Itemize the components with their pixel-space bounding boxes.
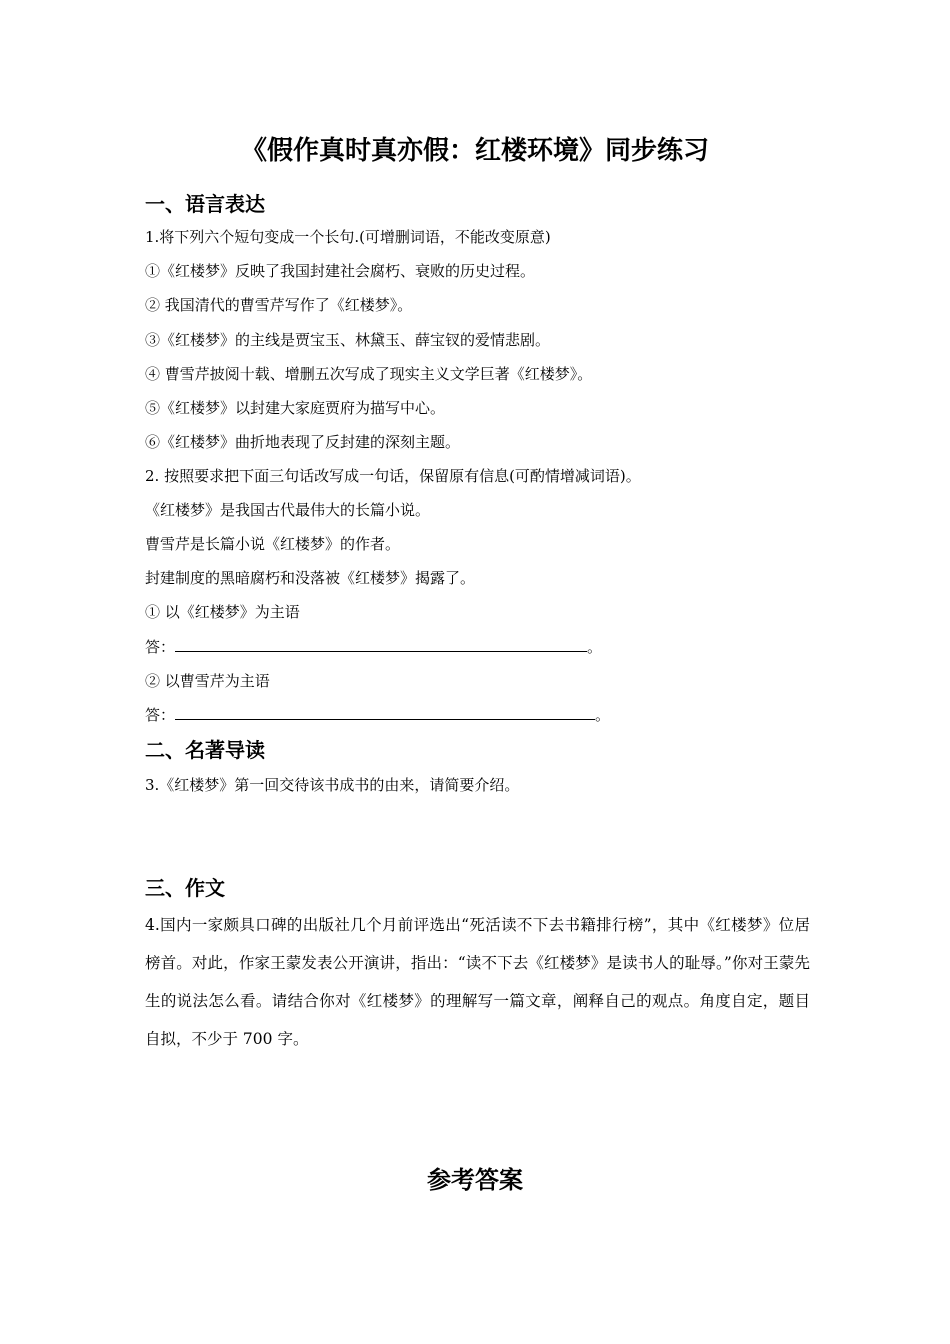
question-1-item-2: ② 我国清代的曹雪芹写作了《红楼梦》。	[145, 296, 413, 314]
answer-blank-2[interactable]	[175, 705, 595, 720]
question-1-item-1: ①《红楼梦》反映了我国封建社会腐朽、衰败的历史过程。	[145, 262, 536, 280]
question-2-sub-1: ① 以《红楼梦》为主语	[145, 603, 300, 621]
section-heading-essay: 三、作文	[145, 876, 225, 900]
answer-end: 。	[587, 638, 603, 656]
question-1-item-4: ④ 曹雪芹披阅十载、增删五次写成了现实主义文学巨著《红楼梦》。	[145, 365, 593, 383]
section-heading-reading: 二、名著导读	[145, 738, 265, 762]
page-title: 《假作真时真亦假：红楼环境》同步练习	[240, 136, 709, 166]
answer-section-title: 参考答案	[427, 1166, 523, 1194]
question-2-sentence-3: 封建制度的黑暗腐朽和没落被《红楼梦》揭露了。	[145, 569, 476, 587]
question-2-prompt: 2. 按照要求把下面三句话改写成一句话，保留原有信息(可酌情增减词语)。	[145, 467, 641, 485]
question-1-item-6: ⑥《红楼梦》曲折地表现了反封建的深刻主题。	[145, 433, 461, 451]
question-4-prompt: 4.国内一家颇具口碑的出版社几个月前评选出“死活读不下去书籍排行榜”，其中《红楼梦》位居榜首。对此，作家王蒙发表公开演讲，指出：“读不下去《红楼梦》是读书人的耻辱。”你对王蒙先生的说法怎么看。请结合你对《红楼梦》的理解写一篇文章，阐释自己的观点。角度自定，题目自拟，不少于 700 字。	[145, 916, 810, 1048]
answer-label: 答：	[145, 706, 176, 724]
question-2-sentence-2: 曹雪芹是长篇小说《红楼梦》的作者。	[145, 535, 401, 553]
question-2-sub-2: ② 以曹雪芹为主语	[145, 672, 270, 690]
answer-end: 。	[595, 706, 611, 724]
section-heading-language: 一、语言表达	[145, 192, 265, 216]
question-1-prompt: 1.将下列六个短句变成一个长句.(可增删词语，不能改变原意)	[145, 228, 551, 246]
answer-blank-1[interactable]	[175, 637, 587, 652]
question-1-item-3: ③《红楼梦》的主线是贾宝玉、林黛玉、薛宝钗的爱情悲剧。	[145, 331, 551, 349]
question-3-prompt: 3.《红楼梦》第一回交待该书成书的由来，请简要介绍。	[145, 776, 520, 794]
answer-label: 答：	[145, 638, 176, 656]
answer-line-2	[145, 704, 610, 725]
answer-line-1	[145, 636, 602, 657]
question-2-sentence-1: 《红楼梦》是我国古代最伟大的长篇小说。	[145, 501, 431, 519]
question-1-item-5: ⑤《红楼梦》以封建大家庭贾府为描写中心。	[145, 399, 446, 417]
